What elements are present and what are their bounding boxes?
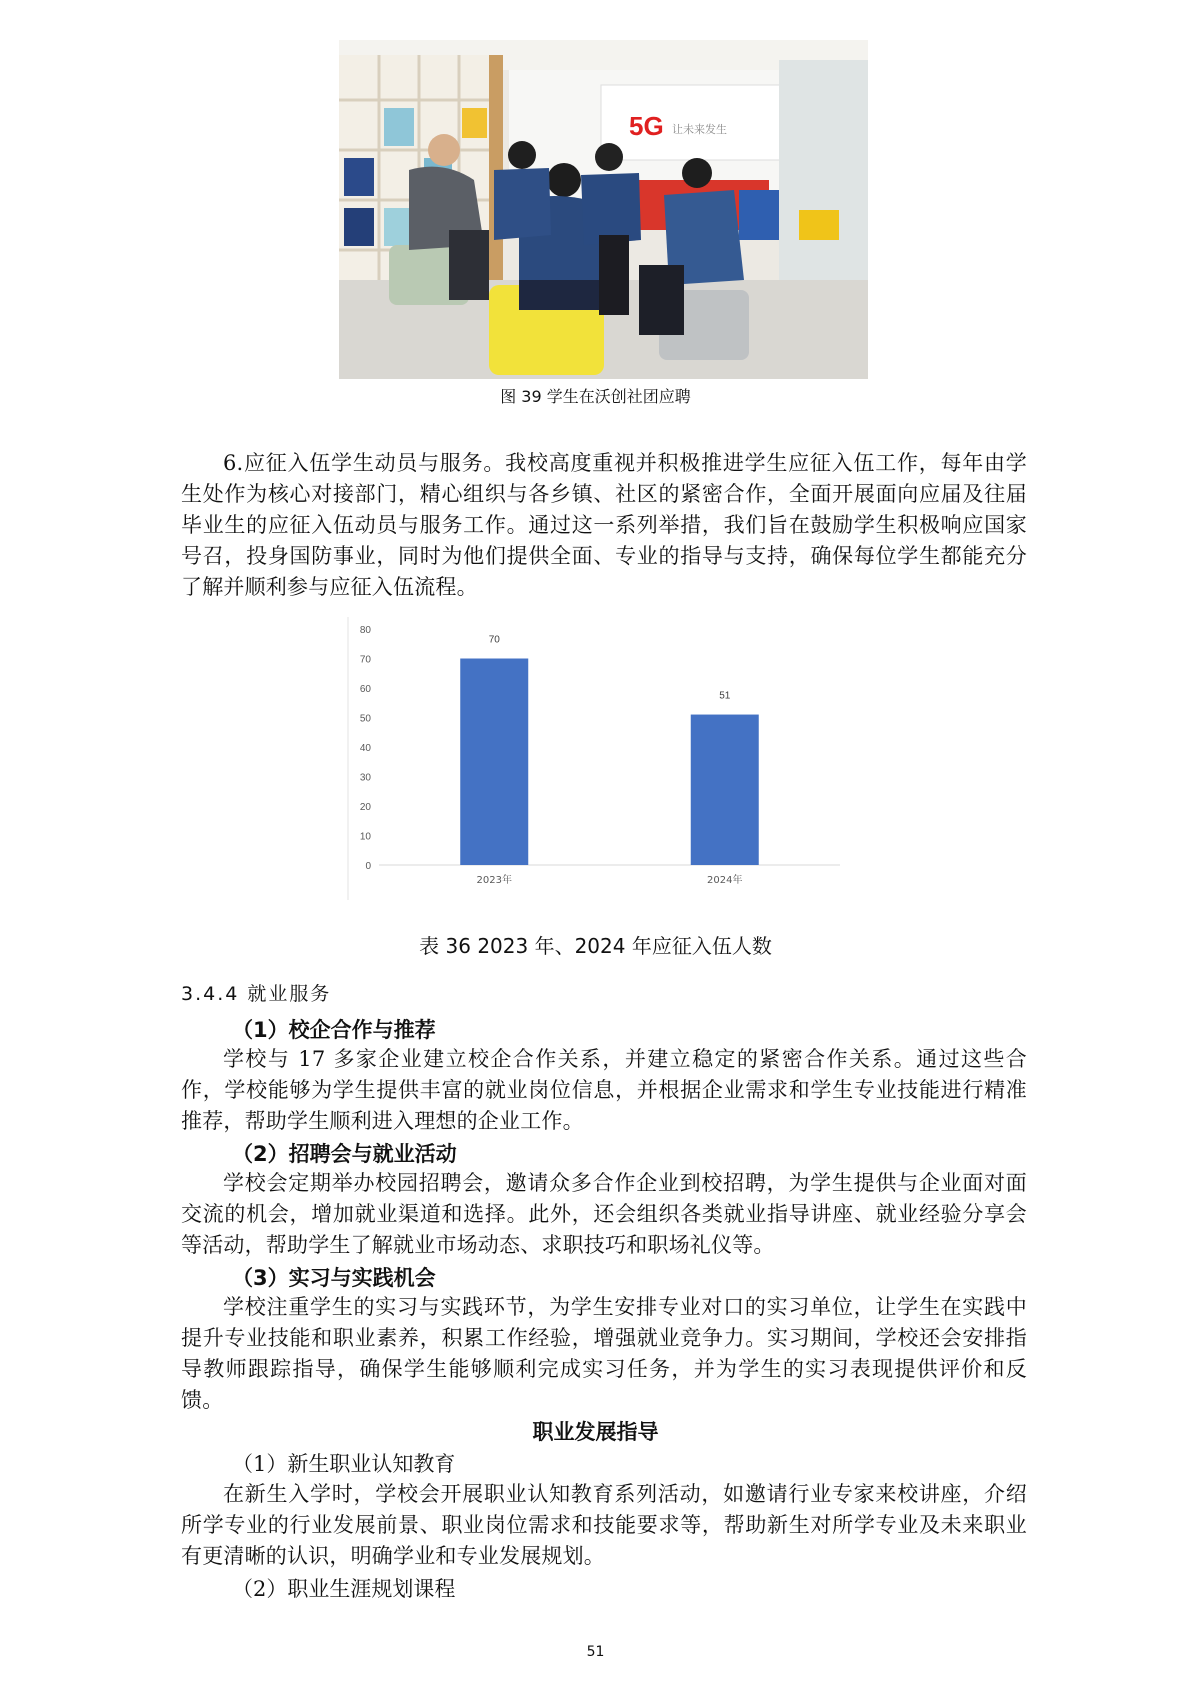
paragraph-freshman-career: 在新生入学时，学校会开展职业认知教育系列活动，如邀请行业专家来校讲座，介绍所学专业的行业发展前景、职业岗位需求和技能要求等，帮助新生对所学专业及未来职业有更清晰的认识，明确学业和专业发展规划。 bbox=[181, 1482, 1027, 1568]
y-tick-label: 20 bbox=[359, 802, 371, 813]
y-tick-label: 40 bbox=[359, 743, 371, 754]
chart-svg bbox=[345, 617, 855, 900]
data-label: 51 bbox=[719, 690, 731, 702]
section-number: 3.4.4 就业服务 bbox=[181, 983, 332, 1005]
y-tick-label: 10 bbox=[359, 831, 371, 843]
figure-caption: 图 39 学生在沃创社团应聘 bbox=[500, 387, 691, 406]
5g-sign bbox=[601, 85, 781, 160]
svg-text:让未来发生: 让未来发生 bbox=[672, 123, 727, 136]
heading-job-fair: （2）招聘会与就业活动 bbox=[232, 1142, 457, 1166]
y-tick-label: 70 bbox=[359, 654, 371, 666]
career-guidance-title: 职业发展指导 bbox=[532, 1420, 659, 1444]
y-tick-label: 50 bbox=[359, 713, 371, 725]
bar bbox=[691, 715, 759, 865]
page-number: 51 bbox=[586, 1644, 605, 1660]
y-tick-label: 60 bbox=[359, 684, 371, 695]
students-interview-photo bbox=[339, 40, 868, 379]
x-tick-label: 2024年 bbox=[707, 875, 743, 886]
y-tick-label: 0 bbox=[365, 861, 371, 872]
y-tick-label: 30 bbox=[359, 772, 371, 784]
recruitment-bar-chart bbox=[345, 617, 855, 900]
paragraph-internship: 学校注重学生的实习与实践环节，为学生安排专业对口的实习单位，让学生在实践中提升专业技能和职业素养，积累工作经验，增强就业竞争力。实习期间，学校还会安排指导教师跟踪指导，确保学生能够顺利完成实习任务，并为学生的实习表现提供评价和反馈。 bbox=[181, 1295, 1027, 1412]
heading-freshman-career: （1）新生职业认知教育 bbox=[232, 1452, 456, 1476]
svg-text:5G: 5G bbox=[629, 111, 664, 141]
x-tick-label: 2023年 bbox=[476, 875, 512, 886]
chart-caption: 表 36 2023 年、2024 年应征入伍人数 bbox=[419, 934, 772, 958]
heading-career-planning: （2）职业生涯规划课程 bbox=[232, 1577, 456, 1601]
y-tick-label: 80 bbox=[359, 625, 371, 636]
heading-internship: （3）实习与实践机会 bbox=[232, 1266, 436, 1290]
bar bbox=[460, 659, 528, 866]
paragraph-job-fair: 学校会定期举办校园招聘会，邀请众多合作企业到校招聘，为学生提供与企业面对面交流的机会，增加就业渠道和选择。此外，还会组织各类就业指导讲座、就业经验分享会等活动，帮助学生了解就业市场动态、求职技巧和职场礼仪等。 bbox=[181, 1171, 1027, 1257]
paragraph-school-enterprise: 学校与 17 多家企业建立校企合作关系，并建立稳定的紧密合作关系。通过这些合作，学校能够为学生提供丰富的就业岗位信息，并根据企业需求和学生专业技能进行精准推荐，帮助学生顺利进入理想的企业工作。 bbox=[181, 1047, 1027, 1133]
heading-school-enterprise: （1）校企合作与推荐 bbox=[232, 1018, 436, 1042]
data-label: 70 bbox=[488, 634, 500, 646]
paragraph-recruitment: 6.应征入伍学生动员与服务。我校高度重视并积极推进学生应征入伍工作，每年由学生处作为核心对接部门，精心组织与各乡镇、社区的紧密合作，全面开展面向应届及往届毕业生的应征入伍动员与服务工作。通过这一系列举措，我们旨在鼓励学生积极响应国家号召，投身国防事业，同时为他们提供全面、专业的指导与支持，确保每位学生都能充分了解并顺利参与应征入伍流程。 bbox=[181, 451, 1027, 599]
